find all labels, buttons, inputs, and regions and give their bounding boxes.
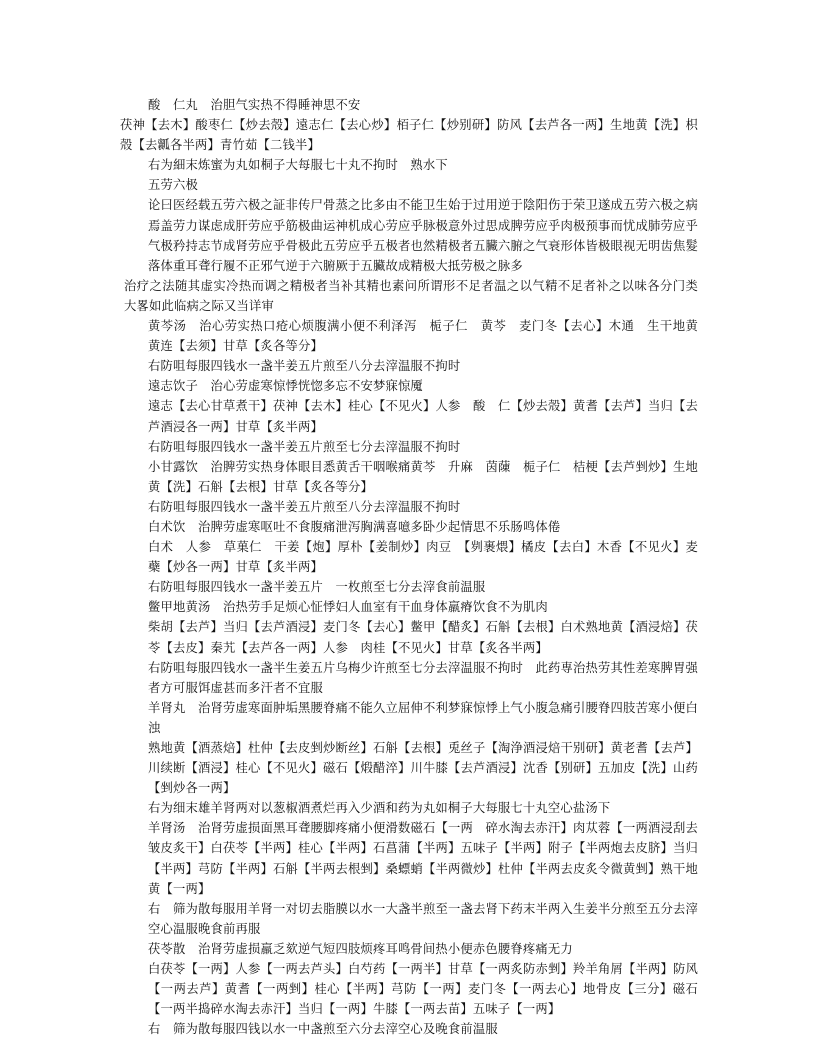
document-page (120, 95, 711, 1039)
section-heading-wulao-liuji: 五劳六极 (148, 178, 198, 193)
preparation-instructions: 右防咀每服四钱水一盏半生姜五片乌梅少许煎至七分去滓温服不拘时 此药専治热劳其性差寒脾胃强者方可服饵虚甚而多汗者不宜服 (148, 660, 698, 695)
preparation-instructions: 右为細末炼蜜为丸如桐子大每服七十丸不拘时 熟水下 (148, 158, 448, 173)
preparation-instructions: 右 筛为散每服用羊肾一对切去脂膜以水一大盏半煎至一盏去肾下药末半两入生姜半分煎至五分去滓空心温服晚食前再服 (148, 901, 698, 936)
treatise-paragraph: 治疗之法随其虚实冷热而调之精极者当补其精也素问所谓形不足者温之以气精不足者补之以味各分门类大畧如此临病之际又当详审 (124, 278, 698, 313)
prescription-fulingsan: 茯苓散 治肾劳虚损羸乏欬逆气短四肢烦疼耳鸣骨间热小便赤色腰脊疼痛无力 (148, 941, 573, 956)
ingredient-list: 茯神【去木】酸枣仁【炒去殼】遠志仁【去心炒】栢子仁【炒别研】防风【去芦各一两】生地黄【洗】枳殼【去瓤各半两】青竹茹【二钱半】 (120, 118, 698, 153)
prescription-biejiadihuangtang: 鳖甲地黄汤 治热劳手足烦心怔悸妇人血室有干血身体羸瘠饮食不为肌肉 (148, 600, 548, 615)
preparation-instructions: 右防咀每服四钱水一盏半姜五片 一枚煎至七分去滓食前温服 (148, 580, 486, 595)
preparation-instructions: 右为细末雄羊肾两对以葱椒酒煮烂再入少酒和药为丸如桐子大每服七十丸空心盐汤下 (148, 801, 611, 816)
prescription-yangshentang: 羊肾汤 治肾劳虚损面黑耳聋腰脚疼痛小便滑数磁石【一两 碎水淘去赤汗】肉苁蓉【一两酒浸刮去皱皮炙干】白茯苓【半两】桂心【半两】石菖蒲【半两】五味子【半两】附子【半两炮去皮脐】当归【半两】芎防【半两】石斛【半两去根剉】桑螵蛸【半两微炒】杜仲【半两去皮炙令微黄剉】熟干地黄【一两】 (148, 821, 698, 896)
prescription-yuanzhiyinzi: 遠志饮子 治心劳虚寒惊悸恍惚多忘不安梦寐惊魇 (148, 379, 423, 394)
prescription-baizhuyin: 白术饮 治脾劳虚寒呕吐不食腹痛泄泻胸满喜噫多卧少起情思不乐肠鸣体倦 (148, 519, 561, 534)
ingredient-list: 柴胡【去芦】当归【去芦酒浸】麦门冬【去心】鳖甲【醋炙】石斛【去根】白术熟地黄【酒浸焙】茯苓【去皮】秦艽【去芦各一两】人参 肉桂【不见火】甘草【炙各半两】 (148, 620, 698, 655)
prescription-huangqintang: 黄芩汤 治心劳实热口疮心烦腹满小便不利泽泻 栀子仁 黄芩 麦门冬【去心】木通 生干地黄 黄连【去须】甘草【炙各等分】 (148, 319, 711, 354)
prescription-xiaoganluyin: 小甘露饮 治脾劳实热身体眼目悉黄舌干咽喉痛黄芩 升麻 茵蔯 栀子仁 桔梗【去芦剉炒】生地黄【洗】石斛【去根】甘草【炙各等分】 (148, 459, 698, 494)
ingredient-list: 白术 人参 草菓仁 干姜【炮】厚朴【姜制炒】肉豆 【刿裹煨】橘皮【去白】木香【不见火】麦蘗【炒各一两】甘草【炙半两】 (148, 540, 698, 575)
ingredient-list: 遠志【去心甘草煮干】茯神【去木】桂心【不见火】人参 酸 仁【炒去殼】黄耆【去芦】当归【去芦酒浸各一两】甘草【炙半两】 (148, 399, 698, 434)
treatise-paragraph: 论曰医经载五劳六极之証非传尸骨蒸之比多由不能卫生始于过用逆于陰阳伤于荣卫遂成五劳六极之病焉盖劳力谋虑成肝劳应乎筋极曲运神机成心劳应乎脉极意外过思成脾劳应乎肉极预事而忧成肺劳应乎气极矜持志节成肾劳应乎骨极此五劳应乎五极者也然精极者五臟六腑之气衰形体皆极眼视无明齿焦髮落体重耳聋行履不正邪气逆于六腑厥于五臟故成精极大抵劳极之脉多 (148, 198, 698, 273)
preparation-instructions: 右防咀每服四钱水一盏半姜五片煎至八分去滓温服不拘时 (148, 359, 461, 374)
ingredient-list: 熟地黄【酒蒸焙】杜仲【去皮剉炒断丝】石斛【去根】兎丝子【淘浄酒浸焙干别研】黄老耆【去芦】川续断【酒浸】桂心【不见火】磁石【煅醋淬】川牛膝【去芦酒浸】沈香【别研】五加皮【洗】山药【剉炒各一两】 (148, 741, 698, 796)
ingredient-list: 白茯苓【一两】人参【一两去芦头】白芍药【一两半】甘草【一两炙防赤剉】羚羊角屑【半两】防风【一两去芦】黄耆【一两剉】桂心【半两】芎防【一两】麦门冬【一两去心】地骨皮【三分】磁石【一两半捣碎水淘去赤汗】当归【一两】牛膝【一两去苗】五味子【一两】 (148, 962, 698, 1017)
preparation-instructions: 右 筛为散每服四钱以水一中盏煎至六分去滓空心及晚食前温服 (148, 1022, 498, 1037)
preparation-instructions: 右防咀每服四钱水一盏半姜五片煎至七分去滓温服不拘时 (148, 439, 461, 454)
preparation-instructions: 右防咀每服四钱水一盏半姜五片煎至八分去滓温服不拘时 (148, 499, 461, 514)
prescription-yangshenwan: 羊肾丸 治肾劳虚寒面肿垢黑腰脊痛不能久立屈伸不利梦寐惊悸上气小腹急痛引腰脊四肢苦寒小便白浊 (148, 700, 698, 735)
prescription-title-suanrenwan: 酸 仁丸 治胆气实热不得睡神思不安 (148, 98, 361, 112)
